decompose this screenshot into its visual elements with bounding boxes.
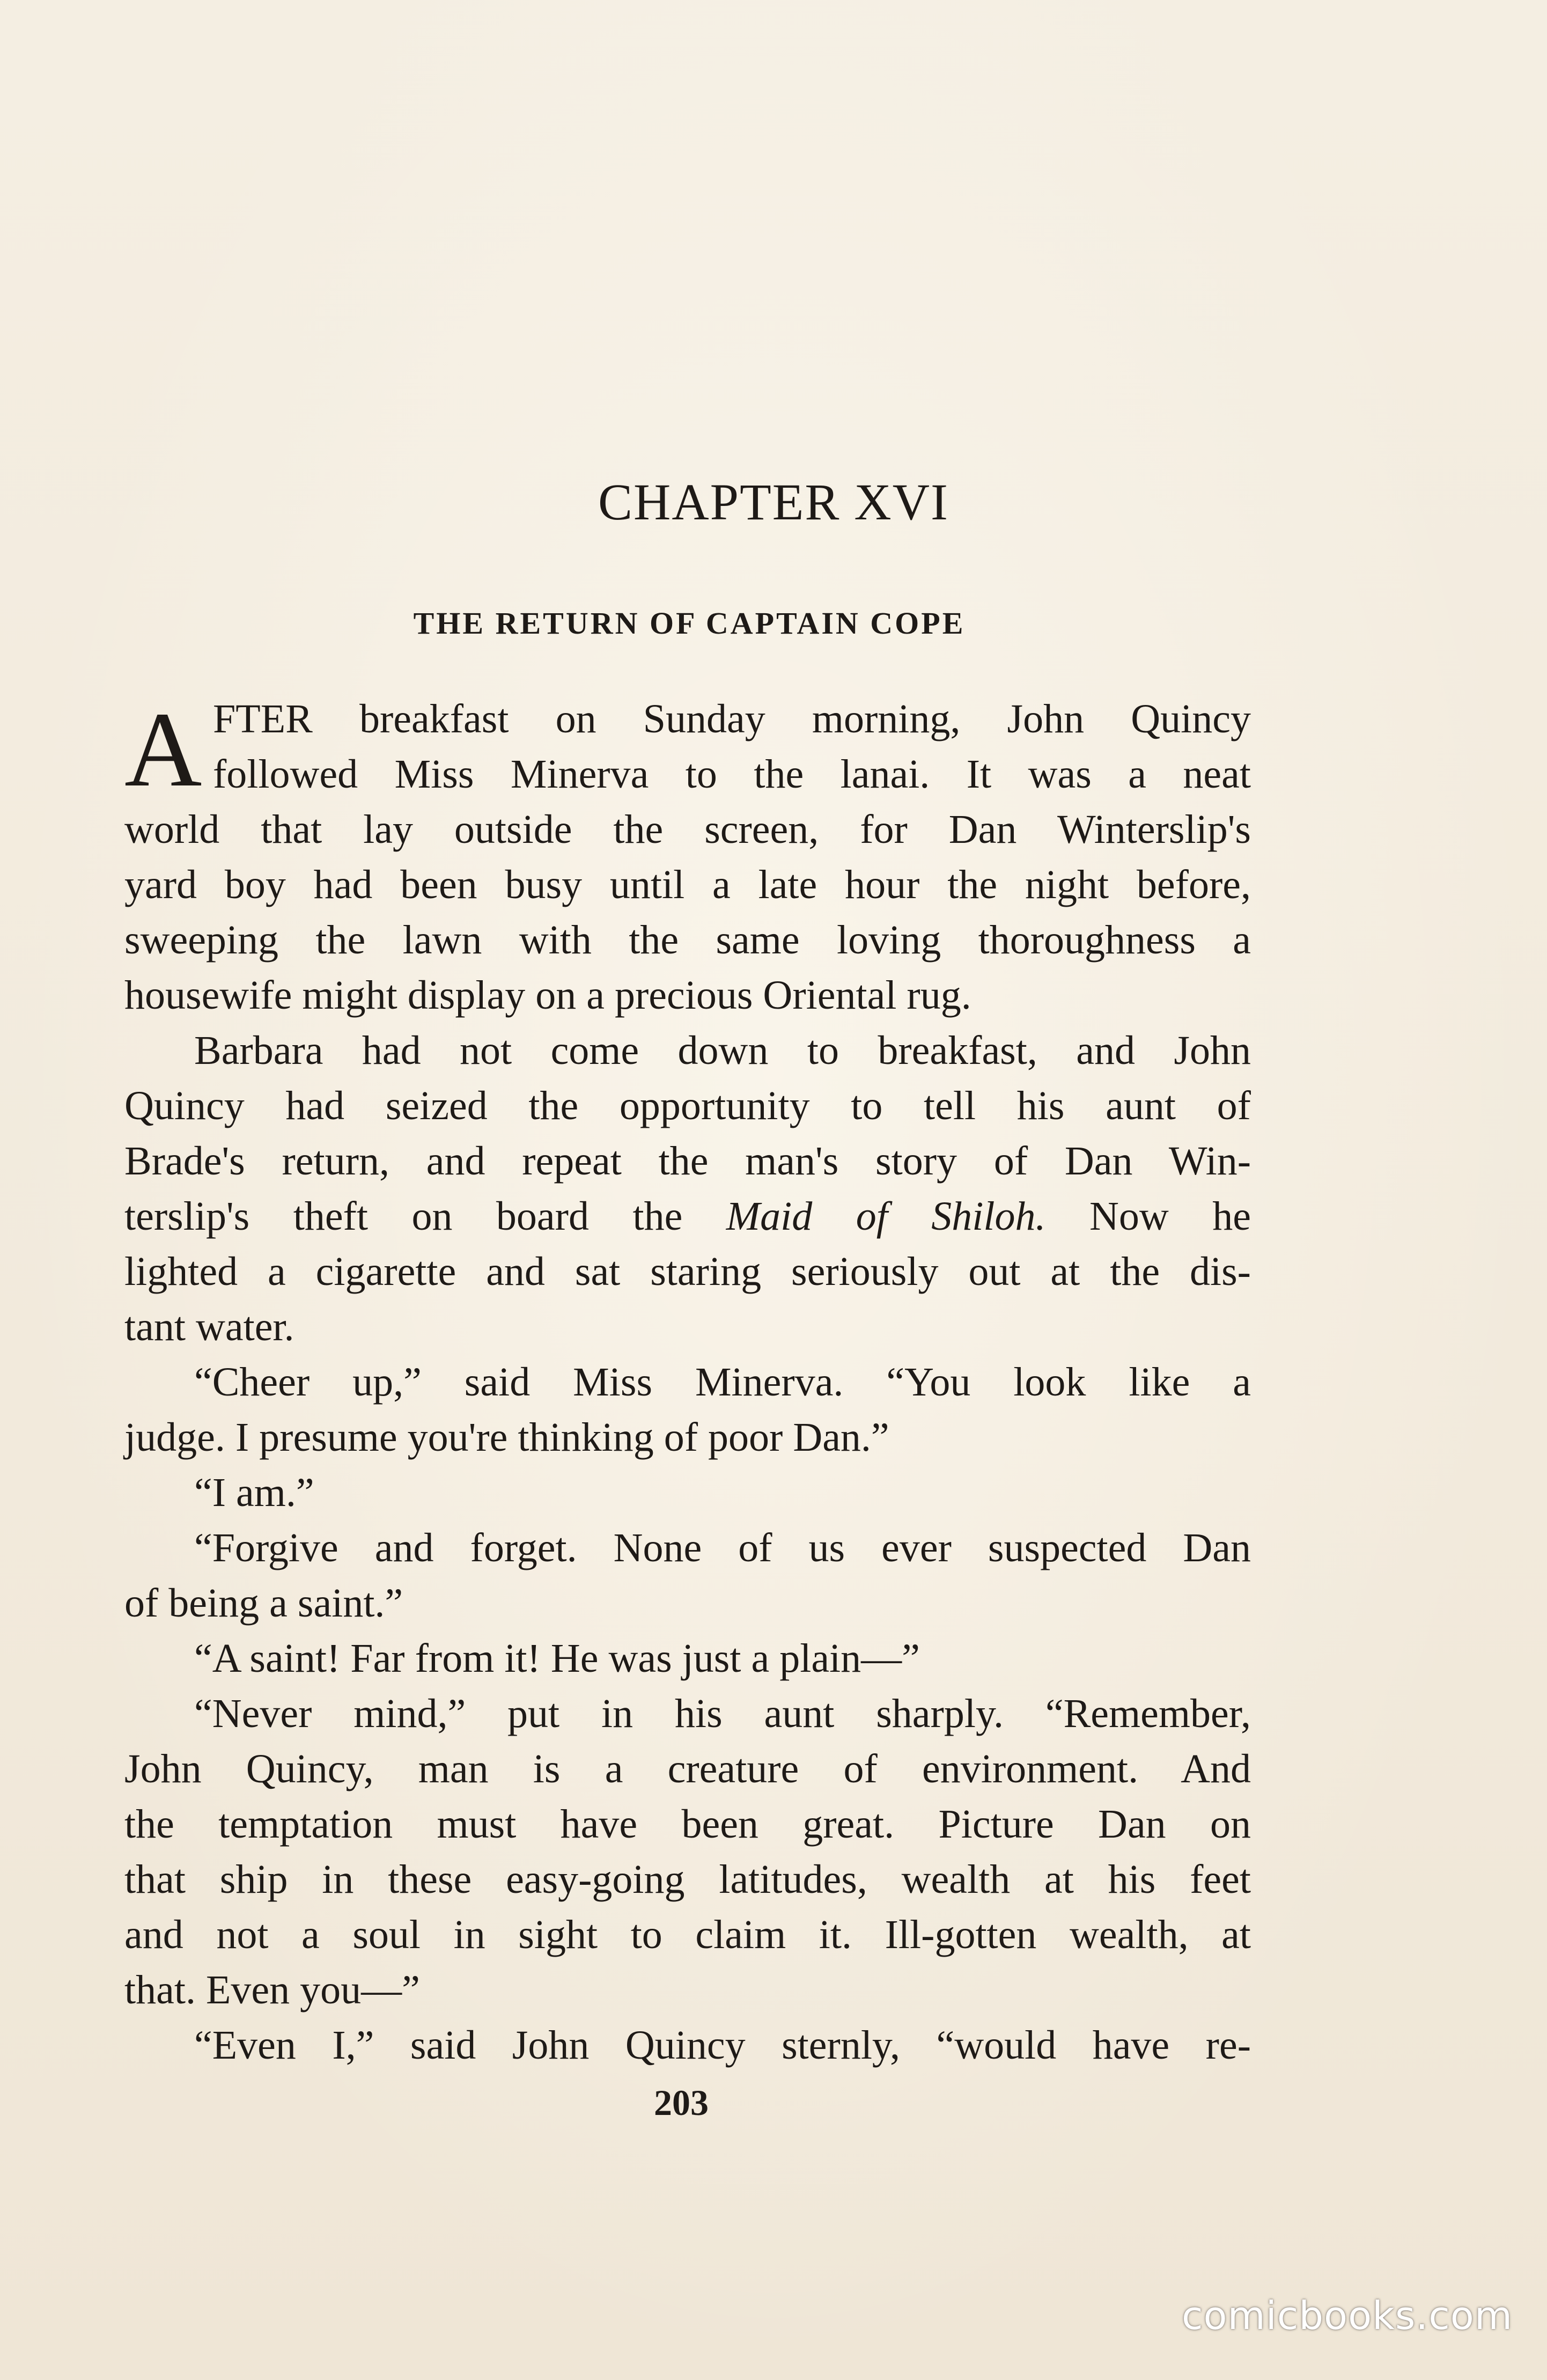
text-line: judge. I presume you're thinking of poor Dan.”	[124, 1415, 889, 1460]
body-text	[124, 692, 1251, 2073]
text-line: that ship in these easy-going latitudes, wealth at his feet	[124, 1857, 1251, 1902]
text-line: “Even I,” said John Quincy sternly, “would have re-	[194, 2023, 1251, 2068]
chapter-subtitle: THE RETURN OF CAPTAIN COPE	[413, 606, 966, 641]
text-line: housewife might display on a precious Oriental rug.	[124, 973, 971, 1018]
text-line: Brade's return, and repeat the man's story of Dan Win-	[124, 1138, 1251, 1184]
text-line: followed Miss Minerva to the lanai. It was a neat	[213, 752, 1251, 797]
text-line: “Cheer up,” said Miss Minerva. “You look like a	[194, 1360, 1251, 1405]
text-line: yard boy had been busy until a late hour the night before,	[124, 862, 1251, 907]
text-line	[124, 1189, 1251, 1244]
watermark: comicbooks.com	[1181, 2293, 1513, 2338]
drop-cap-letter: A	[124, 691, 202, 809]
text-line: sweeping the lawn with the same loving thoroughness a	[124, 917, 1251, 963]
line-part: terslip's theft on board the	[124, 1194, 683, 1239]
text-line: that. Even you—”	[124, 1967, 420, 2012]
text-line: lighted a cigarette and sat staring seriously out at the dis-	[124, 1249, 1251, 1294]
ship-name: Maid of Shiloh.	[726, 1194, 1046, 1239]
text-line: “I am.”	[194, 1470, 314, 1515]
text-line: the temptation must have been great. Picture Dan on	[124, 1802, 1251, 1847]
text-line: “Forgive and forget. None of us ever suspected Dan	[194, 1525, 1251, 1570]
line-part: Now he	[1089, 1194, 1251, 1239]
text-line: of being a saint.”	[124, 1581, 403, 1626]
text-line: tant water.	[124, 1304, 294, 1349]
text-line: FTER breakfast on Sunday morning, John Quincy	[213, 696, 1251, 741]
text-line: Quincy had seized the opportunity to tell his aunt of	[124, 1083, 1251, 1128]
text-line: and not a soul in sight to claim it. Ill-gotten wealth, at	[124, 1912, 1251, 1957]
text-line: John Quincy, man is a creature of environment. And	[124, 1746, 1251, 1791]
page-number: 203	[654, 2082, 709, 2123]
chapter-title: CHAPTER XVI	[598, 473, 949, 531]
text-line: “A saint! Far from it! He was just a plain—”	[194, 1636, 920, 1681]
text-line: “Never mind,” put in his aunt sharply. “Remember,	[194, 1691, 1251, 1736]
text-line: world that lay outside the screen, for Dan Winterslip's	[124, 807, 1251, 852]
text-line: Barbara had not come down to breakfast, and John	[194, 1028, 1251, 1073]
